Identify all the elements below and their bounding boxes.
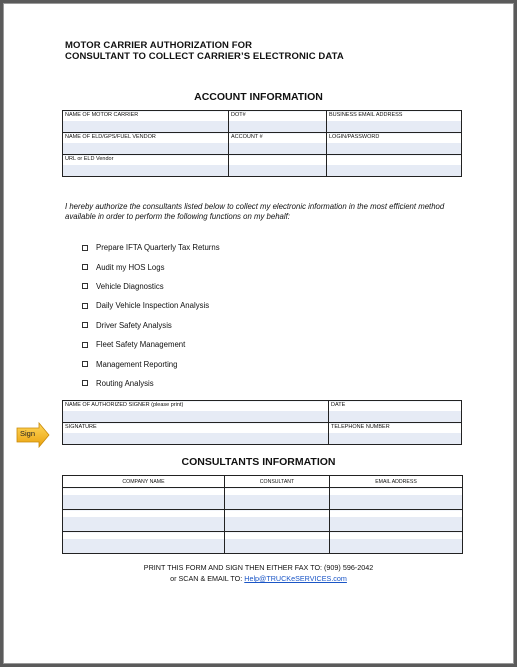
url-blank-field-1[interactable] — [229, 155, 327, 177]
consultants-info-heading: CONSULTANTS INFORMATION — [181, 456, 336, 468]
date-label: DATE — [331, 402, 346, 408]
option-label: Daily Vehicle Inspection Analysis — [96, 301, 210, 311]
url-label: URL or ELD Vendor — [65, 156, 114, 162]
title-line-1: MOTOR CARRIER AUTHORIZATION FOR — [65, 40, 253, 51]
telephone-label: TELEPHONE NUMBER — [331, 424, 390, 430]
motor-carrier-field[interactable] — [63, 111, 229, 133]
authorization-statement: I hereby authorize the consultants listed below to collect my electronic information in the most efficient method available in order to perform the following functions on my behalf: — [65, 202, 445, 221]
signature-field[interactable] — [63, 423, 329, 445]
document-title — [65, 40, 344, 62]
option-daily-inspection[interactable] — [82, 296, 220, 315]
option-ifta[interactable] — [82, 238, 220, 257]
sign-tag-label: Sign — [20, 429, 36, 438]
account-info-table — [62, 110, 462, 177]
column-header-company: COMPANY NAME — [63, 476, 225, 488]
dot-field[interactable] — [229, 111, 327, 133]
title-line-2: CONSULTANT TO COLLECT CARRIER’S ELECTRONIC DATA — [65, 51, 344, 62]
option-hos-logs[interactable] — [82, 257, 220, 276]
footer-email-prefix: or SCAN & EMAIL TO: — [170, 574, 243, 583]
date-field[interactable] — [329, 401, 462, 423]
dot-label: DOT# — [231, 112, 246, 118]
url-field[interactable] — [63, 155, 229, 177]
company-name-cell[interactable] — [63, 488, 225, 510]
authorized-signer-label: NAME OF AUTHORIZED SIGNER (please print) — [65, 402, 184, 408]
business-email-label: BUSINESS EMAIL ADDRESS — [329, 112, 403, 118]
consultants-table — [62, 475, 463, 554]
option-driver-safety[interactable] — [82, 316, 220, 335]
email-address-cell[interactable] — [330, 488, 463, 510]
sign-here-tag[interactable] — [16, 422, 50, 448]
option-label: Prepare IFTA Quarterly Tax Returns — [96, 243, 220, 253]
checkbox[interactable] — [82, 245, 88, 251]
company-name-cell[interactable] — [63, 532, 225, 554]
login-password-field[interactable] — [327, 133, 462, 155]
signer-table — [62, 400, 462, 445]
checkbox[interactable] — [82, 303, 88, 309]
checkbox[interactable] — [82, 361, 88, 367]
table-row — [63, 510, 463, 532]
consultant-cell[interactable] — [225, 532, 330, 554]
option-label: Driver Safety Analysis — [96, 320, 172, 330]
consultant-cell[interactable] — [225, 488, 330, 510]
form-page — [3, 3, 514, 664]
footer-email-line — [4, 573, 513, 584]
function-options-list — [82, 238, 220, 393]
table-row — [63, 532, 463, 554]
authorized-signer-field[interactable] — [63, 401, 329, 423]
option-label: Fleet Safety Management — [96, 340, 186, 350]
option-label: Vehicle Diagnostics — [96, 281, 164, 291]
footer-email-link[interactable]: Help@TRUCKeSERVICES.com — [244, 574, 347, 583]
footer-fax-line: PRINT THIS FORM AND SIGN THEN EITHER FAX TO: (909) 596-2042 — [143, 563, 374, 572]
option-routing-analysis[interactable] — [82, 374, 220, 393]
account-number-label: ACCOUNT # — [231, 134, 263, 140]
column-header-email: EMAIL ADDRESS — [330, 476, 463, 488]
checkbox[interactable] — [82, 380, 88, 386]
option-vehicle-diagnostics[interactable] — [82, 277, 220, 296]
option-label: Management Reporting — [96, 359, 178, 369]
vendor-label: NAME OF ELD/GPS/FUEL VENDOR — [65, 134, 156, 140]
vendor-field[interactable] — [63, 133, 229, 155]
login-password-label: LOGIN/PASSWORD — [329, 134, 380, 140]
checkbox[interactable] — [82, 283, 88, 289]
option-label: Audit my HOS Logs — [96, 262, 165, 272]
account-number-field[interactable] — [229, 133, 327, 155]
url-blank-field-2[interactable] — [327, 155, 462, 177]
option-management-reporting[interactable] — [82, 354, 220, 373]
column-header-consultant: CONSULTANT — [225, 476, 330, 488]
checkbox[interactable] — [82, 342, 88, 348]
business-email-field[interactable] — [327, 111, 462, 133]
checkbox[interactable] — [82, 322, 88, 328]
motor-carrier-label: NAME OF MOTOR CARRIER — [65, 112, 139, 118]
table-row — [63, 488, 463, 510]
email-address-cell[interactable] — [330, 532, 463, 554]
account-info-heading: ACCOUNT INFORMATION — [194, 91, 323, 103]
email-address-cell[interactable] — [330, 510, 463, 532]
signature-label: SIGNATURE — [65, 424, 97, 430]
consultant-cell[interactable] — [225, 510, 330, 532]
option-fleet-safety[interactable] — [82, 335, 220, 354]
company-name-cell[interactable] — [63, 510, 225, 532]
checkbox[interactable] — [82, 264, 88, 270]
telephone-field[interactable] — [329, 423, 462, 445]
option-label: Routing Analysis — [96, 378, 154, 388]
